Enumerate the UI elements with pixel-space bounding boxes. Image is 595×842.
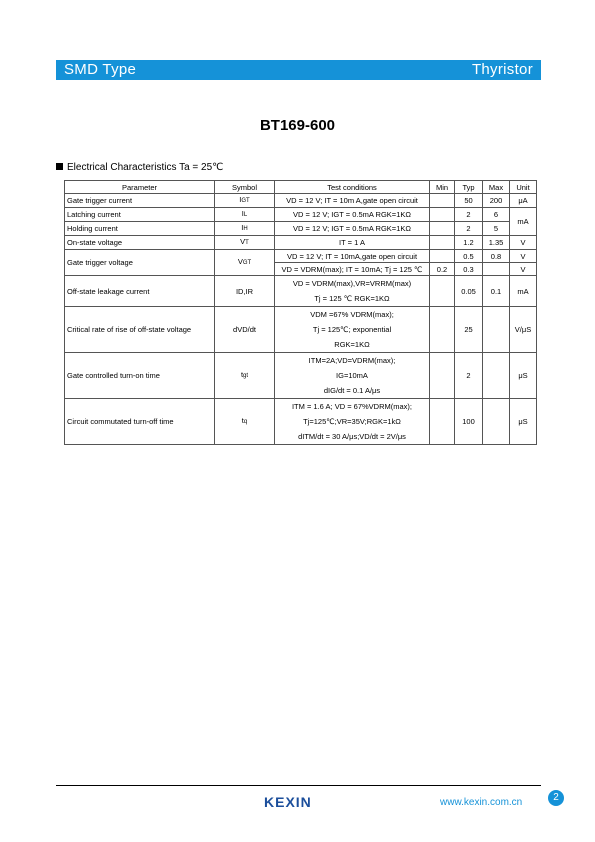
param-cell: On-state voltage (65, 236, 215, 250)
header-symbol: Symbol (215, 181, 275, 194)
svg-text:KEXIN: KEXIN (264, 794, 312, 810)
min-cell (430, 307, 455, 353)
max-cell: 5 (483, 222, 510, 236)
unit-cell: V (510, 263, 537, 276)
part-number-title: BT169-600 (259, 117, 336, 134)
param-cell: Gate controlled turn-on time (65, 353, 215, 399)
header-device-type: Thyristor (471, 61, 533, 78)
unit-cell: mA (510, 208, 537, 236)
page-number-badge: 2 (548, 790, 564, 806)
section-heading (56, 162, 223, 173)
param-cell: Gate trigger voltage (65, 250, 215, 276)
symbol-cell: IH (215, 222, 275, 236)
typ-cell: 0.3 (455, 263, 483, 276)
header-category: SMD Type (64, 61, 137, 78)
condition-cell: ITM = 1.6 A; VD = 67%VDRM(max); Tj=125℃;VR=35V;RGK=1kΩ dITM/dt = 30 A/μs;VD/dt = 2V/μs (275, 399, 430, 445)
min-cell (430, 276, 455, 307)
website-link[interactable]: www.kexin.com.cn (440, 797, 523, 808)
max-cell: 0.8 (483, 250, 510, 263)
table-row (65, 276, 537, 307)
max-cell: 0.1 (483, 276, 510, 307)
typ-cell: 0.05 (455, 276, 483, 307)
max-cell (483, 307, 510, 353)
table-row (65, 236, 537, 250)
footer-divider (56, 785, 541, 786)
typ-cell: 2 (455, 208, 483, 222)
unit-cell: μA (510, 194, 537, 208)
symbol-cell: IL (215, 208, 275, 222)
header-typ: Typ (455, 181, 483, 194)
param-cell: Critical rate of rise of off-state voltage (65, 307, 215, 353)
section-title: Electrical Characteristics Ta = 25℃ (67, 162, 224, 173)
max-cell (483, 263, 510, 276)
max-cell: 1.35 (483, 236, 510, 250)
table-header-row (65, 181, 537, 194)
kexin-logo-icon (262, 793, 334, 811)
symbol-cell: dVD/dt (215, 307, 275, 353)
condition-cell: IT = 1 A (275, 236, 430, 250)
square-bullet-icon (56, 163, 63, 170)
symbol-cell: VT (215, 236, 275, 250)
header-parameter: Parameter (65, 181, 215, 194)
unit-cell: μS (510, 399, 537, 445)
typ-cell: 25 (455, 307, 483, 353)
min-cell (430, 250, 455, 263)
kexin-logo (262, 793, 334, 816)
max-cell (483, 399, 510, 445)
param-cell: Holding current (65, 222, 215, 236)
max-cell: 6 (483, 208, 510, 222)
param-cell: Off-state leakage current (65, 276, 215, 307)
condition-cell: ITM=2A;VD=VDRM(max); IG=10mA dIG/dt = 0.1 A/μs (275, 353, 430, 399)
min-cell (430, 353, 455, 399)
header-min: Min (430, 181, 455, 194)
condition-cell: VD = VDRM(max),VR=VRRM(max) Tj = 125 ℃ RGK=1KΩ (275, 276, 430, 307)
max-cell (483, 353, 510, 399)
symbol-cell: VGT (215, 250, 275, 276)
condition-cell: VD = 12 V; IGT = 0.5mA RGK=1KΩ (275, 208, 430, 222)
header-conditions: Test conditions (275, 181, 430, 194)
unit-cell: V (510, 236, 537, 250)
max-cell: 200 (483, 194, 510, 208)
typ-cell: 100 (455, 399, 483, 445)
typ-cell: 2 (455, 353, 483, 399)
symbol-cell: ID,IR (215, 276, 275, 307)
header-banner (56, 60, 541, 80)
table-row (65, 208, 537, 222)
param-cell: Circuit commutated turn-off time (65, 399, 215, 445)
condition-cell: VD = 12 V; IT = 10mA,gate open circuit (275, 250, 430, 263)
header-unit: Unit (510, 181, 537, 194)
min-cell (430, 236, 455, 250)
unit-cell: V/μS (510, 307, 537, 353)
typ-cell: 1.2 (455, 236, 483, 250)
symbol-cell: tgt (215, 353, 275, 399)
table-row (65, 307, 537, 353)
typ-cell: 0.5 (455, 250, 483, 263)
min-cell (430, 399, 455, 445)
unit-cell: μS (510, 353, 537, 399)
param-cell: Latching current (65, 208, 215, 222)
table-row (65, 353, 537, 399)
header-max: Max (483, 181, 510, 194)
table-row (65, 194, 537, 208)
table-row (65, 399, 537, 445)
unit-cell: V (510, 250, 537, 263)
condition-cell: VDM =67% VDRM(max); Tj = 125℃; exponential RGK=1KΩ (275, 307, 430, 353)
electrical-characteristics-table (64, 180, 537, 445)
condition-cell: VD = 12 V; IT = 10m A,gate open circuit (275, 194, 430, 208)
symbol-cell: IGT (215, 194, 275, 208)
symbol-cell: tq (215, 399, 275, 445)
typ-cell: 50 (455, 194, 483, 208)
min-cell (430, 194, 455, 208)
condition-cell: VD = VDRM(max); IT = 10mA; Tj = 125 ℃ (275, 263, 430, 276)
min-cell (430, 222, 455, 236)
condition-cell: VD = 12 V; IGT = 0.5mA RGK=1KΩ (275, 222, 430, 236)
min-cell (430, 208, 455, 222)
table-row (65, 222, 537, 236)
typ-cell: 2 (455, 222, 483, 236)
min-cell: 0.2 (430, 263, 455, 276)
unit-cell: mA (510, 276, 537, 307)
table-row (65, 250, 537, 263)
param-cell: Gate trigger current (65, 194, 215, 208)
